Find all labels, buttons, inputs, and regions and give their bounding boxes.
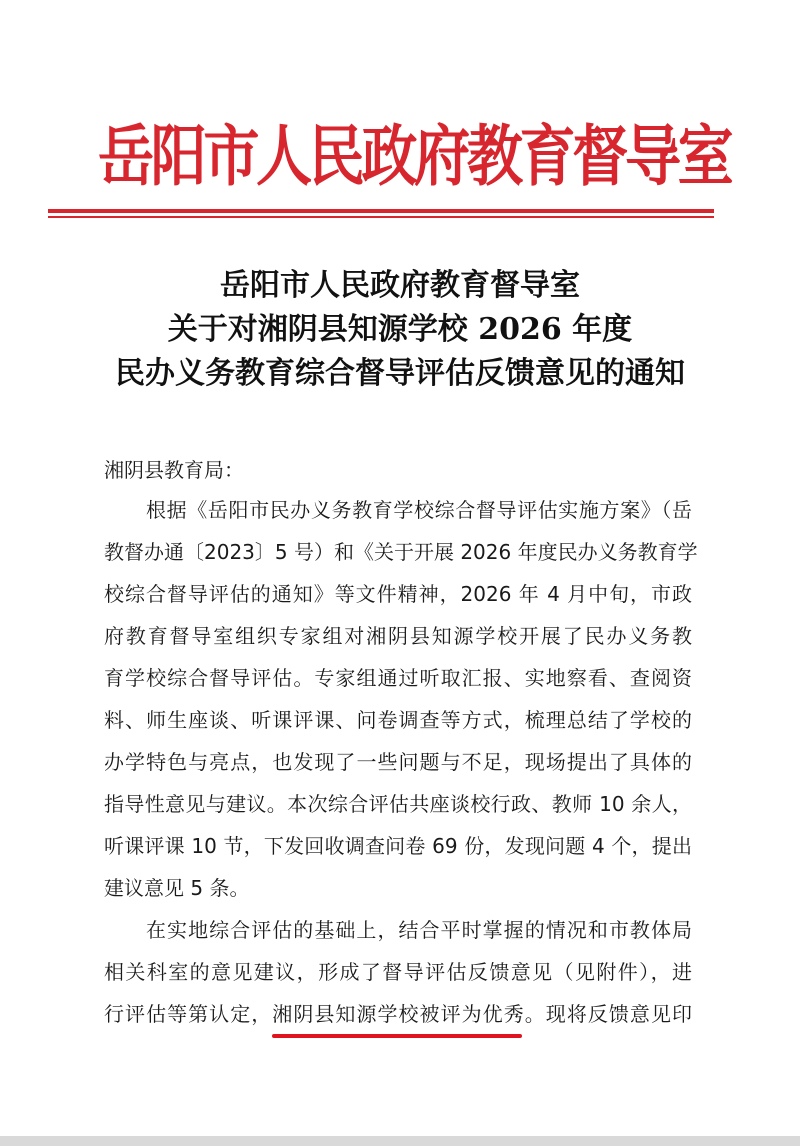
body-line: 在实地综合评估的基础上，结合平时掌握的情况和市教体局 — [146, 918, 692, 942]
body-line: 相关科室的意见建议，形成了督导评估反馈意见（见附件），进 — [104, 960, 692, 984]
red-header-rule-thick — [48, 209, 714, 213]
body-line: 教督办通〔2023〕5 号）和《关于开展 2026 年度民办义务教育学 — [104, 540, 698, 564]
body-line: 指导性意见与建议。本次综合评估共座谈校行政、教师 10 余人， — [104, 792, 692, 816]
notice-title-line-3: 民办义务教育综合督导评估反馈意见的通知 — [115, 356, 685, 391]
body-line: 建议意见 5 条。 — [104, 876, 250, 900]
body-line: 育学校综合督导评估。专家组通过听取汇报、实地察看、查阅资 — [104, 666, 692, 690]
notice-title-line-1: 岳阳市人民政府教育督导室 — [220, 268, 580, 303]
addressee: 湘阴县教育局： — [104, 458, 244, 482]
body-line: 办学特色与亮点，也发现了一些问题与不足，现场提出了具体的 — [104, 750, 692, 774]
body-line: 听课评课 10 节，下发回收调查问卷 69 份，发现问题 4 个，提出 — [104, 834, 692, 858]
page-bottom-edge — [0, 1136, 800, 1146]
highlight-underline — [272, 1034, 522, 1038]
red-header-rule-thin — [48, 216, 714, 218]
body-line: 府教育督导室组织专家组对湘阴县知源学校开展了民办义务教 — [104, 624, 692, 648]
body-line: 根据《岳阳市民办义务教育学校综合督导评估实施方案》（岳 — [146, 498, 692, 522]
notice-title-line-2: 关于对湘阴县知源学校 2026 年度 — [167, 312, 633, 347]
body-line: 料、师生座谈、听课评课、问卷调查等方式，梳理总结了学校的 — [104, 708, 692, 732]
body-line: 行评估等第认定，湘阴县知源学校被评为优秀。现将反馈意见印 — [104, 1002, 692, 1026]
red-header-org-name: 岳阳市人民政府教育督导室 — [97, 117, 731, 195]
body-line: 校综合督导评估的通知》等文件精神，2026 年 4 月中旬，市政 — [104, 582, 692, 606]
